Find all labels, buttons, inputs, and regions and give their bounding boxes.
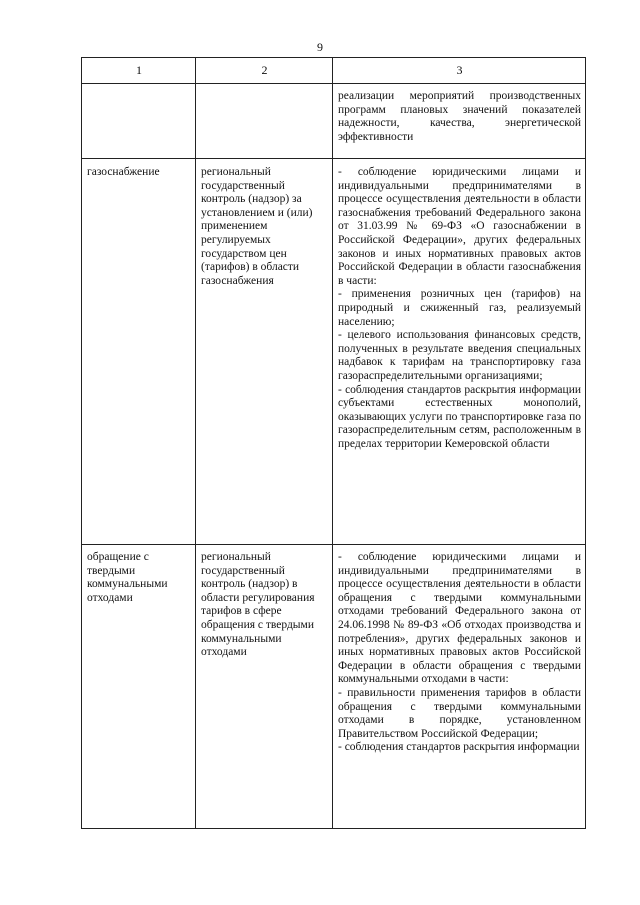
table-row-solid-waste (82, 545, 586, 829)
row-1-sphere: газоснабжение (82, 159, 196, 545)
regulation-table (81, 57, 586, 829)
table-header-row (82, 58, 586, 84)
row-2-control-type: региональный государственный контроль (надзор) в области регулирования тарифов в сфере обращения с твердыми коммунальными отходами (196, 545, 333, 829)
row-1-control-type: региональный государственный контроль (надзор) за установлением и (или) применением регулируемых государством цен (тарифов) в области газоснабжения (196, 159, 333, 545)
table-row-continuation (82, 84, 586, 159)
row-0-control-type (196, 84, 333, 159)
row-2-subject: - соблюдение юридическими лицами и индивидуальными предпринимателями в процессе осуществления деятельности в области обращения с твердыми коммунальными отходами требований Федерального закона от 24.06.1998 № 89-ФЗ «Об отходах производства и потребления», других федеральных законов и иных нормативных правовых актов Российской Федерации в области обращения с твердыми коммунальными отходами в части: - правильности применения тарифов в области обращения с твердыми коммунальными отходами в порядке, установленном Правительством Российской Федерации; - соблюдения стандартов раскрытия информации (333, 545, 586, 829)
column-header-1: 1 (82, 58, 196, 84)
row-1-subject: - соблюдение юридическими лицами и индивидуальными предпринимателями в процессе осуществления деятельности в области газоснабжения требований Федерального закона от 31.03.99 № 69-ФЗ «О газоснабжении в Российской Федерации», других федеральных законов и иных нормативных правовых актов Российской Федерации в области газоснабжения в части: - применения розничных цен (тарифов) на природный и сжиженный газ, реализуемый населению; - целевого использования финансовых средств, полученных в результате введения специальных надбавок к тарифам на транспортировку газа газораспределительными организациями; - соблюдения стандартов раскрытия информации субъектами естественных монополий, оказывающих услуги по транспортировке газа по газораспределительным сетям, расположенным в пределах территории Кемеровской области (333, 159, 586, 545)
row-2-sphere: обращение с твердыми коммунальными отходами (82, 545, 196, 829)
row-0-sphere (82, 84, 196, 159)
row-0-subject: реализации мероприятий производственных программ плановых значений показателей надежности, качества, энергетической эффективности (333, 84, 586, 159)
column-header-2: 2 (196, 58, 333, 84)
page-number: 9 (317, 40, 323, 54)
table-row-gas-supply (82, 159, 586, 545)
column-header-3: 3 (333, 58, 586, 84)
